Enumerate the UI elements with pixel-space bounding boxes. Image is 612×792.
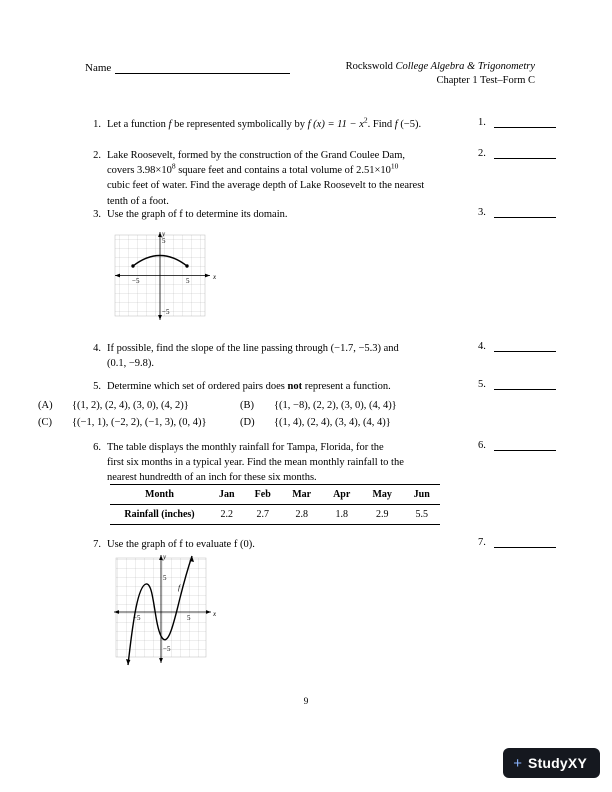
answer-blank-1[interactable] xyxy=(478,117,556,128)
choice-c-key[interactable]: (C) xyxy=(38,417,52,428)
answer-6-rule[interactable] xyxy=(494,440,556,451)
p5-post: represent a function. xyxy=(302,381,391,392)
p1-seg0: Let a function xyxy=(107,119,169,130)
studyxy-badge[interactable] xyxy=(503,748,600,778)
p1-var-f: f xyxy=(168,119,172,130)
problem-3-number: 3. xyxy=(93,209,101,220)
book-title-line xyxy=(346,60,535,74)
svg-text:5: 5 xyxy=(186,277,190,285)
badge-label: StudyXY xyxy=(528,755,587,771)
choice-d-key[interactable]: (D) xyxy=(240,417,255,428)
problem-5-choices xyxy=(22,400,462,434)
p2-exp2: 10 xyxy=(390,161,399,171)
problem-1-number: 1. xyxy=(93,119,101,130)
table-header-row xyxy=(110,485,440,505)
answer-blank-5[interactable] xyxy=(478,379,556,390)
answer-2-rule[interactable] xyxy=(494,148,556,159)
p5-not: not xyxy=(287,381,303,392)
page-number: 9 xyxy=(303,697,309,707)
answer-3-rule[interactable] xyxy=(494,207,556,218)
rainfall-table xyxy=(110,484,440,525)
p1-seg5: . Find xyxy=(367,119,395,130)
answer-1-label: 1. xyxy=(478,117,486,128)
p1-seg7: (−5). xyxy=(397,119,422,130)
chapter-test-line: Chapter 1 Test–Form C xyxy=(436,75,535,87)
p6-line2: first six months in a typical year. Find the mean monthly rainfall to the xyxy=(107,457,404,469)
choice-b-key[interactable]: (B) xyxy=(240,400,254,411)
answer-blank-6[interactable] xyxy=(478,440,556,451)
answer-blank-4[interactable] xyxy=(478,341,556,352)
table-col-month: Month xyxy=(110,485,209,505)
table-row-label: Rainfall (inches) xyxy=(110,505,209,525)
svg-text:y: y xyxy=(163,553,167,561)
table-col-jan: Jan xyxy=(209,485,244,505)
rainfall-mar: 2.8 xyxy=(281,505,323,525)
p1-formula: f (x) = 11 − x xyxy=(307,119,364,130)
choice-a-key[interactable]: (A) xyxy=(38,400,53,411)
rainfall-may: 2.9 xyxy=(361,505,404,525)
choice-a-value[interactable]: {(1, 2), (2, 4), (3, 0), (4, 2)} xyxy=(72,400,189,411)
problem-6-number: 6. xyxy=(93,442,101,453)
choice-b-value[interactable]: {(1, −8), (2, 2), (3, 0), (4, 4)} xyxy=(274,400,397,411)
problem-5-text xyxy=(107,379,457,394)
problem-4-number: 4. xyxy=(93,343,101,354)
table-row xyxy=(110,505,440,525)
p2-line3: cubic feet of water. Find the average depth of Lake Roosevelt to the nearest xyxy=(107,180,425,192)
p6-line3: nearest hundredth of an inch for these six months. xyxy=(107,472,317,484)
p2-exp1: 8 xyxy=(171,161,176,171)
p2-line2c: square feet and contains a total volume of xyxy=(175,165,357,177)
p1-seg2: be represented symbolically by xyxy=(171,119,308,130)
book-title: College Algebra & Trigonometry xyxy=(395,61,535,72)
svg-text:5: 5 xyxy=(162,237,166,245)
problem-7-text: Use the graph of f to evaluate f (0). xyxy=(107,539,255,550)
p2-value2: 2.51×10 xyxy=(356,165,391,177)
name-field-label xyxy=(85,62,290,74)
problem-7-number: 7. xyxy=(93,539,101,550)
p2-value1: 3.98×10 xyxy=(137,165,172,177)
answer-blank-2[interactable] xyxy=(478,148,556,159)
problem-2-number: 2. xyxy=(93,150,101,161)
choice-row-cd xyxy=(22,417,462,434)
plus-icon: + xyxy=(513,754,523,772)
problem-4-text xyxy=(107,341,457,371)
answer-blank-7[interactable] xyxy=(478,537,556,548)
p1-exponent: 2 xyxy=(363,115,368,125)
answer-6-label: 6. xyxy=(478,440,486,451)
choice-c-value[interactable]: {(−1, 1), (−2, 2), (−1, 3), (0, 4)} xyxy=(72,417,207,428)
answer-3-label: 3. xyxy=(478,207,486,218)
svg-text:−5: −5 xyxy=(132,277,140,285)
svg-text:5: 5 xyxy=(163,574,167,582)
problem-3-text: Use the graph of f to determine its domain. xyxy=(107,209,288,220)
p1-var-f2: f xyxy=(394,119,398,130)
p6-line1: The table displays the monthly rainfall for Tampa, Florida, for the xyxy=(107,442,384,453)
svg-text:y: y xyxy=(162,230,166,238)
svg-text:5: 5 xyxy=(187,614,191,622)
rainfall-jun: 5.5 xyxy=(403,505,440,525)
rainfall-apr: 1.8 xyxy=(322,505,361,525)
table-col-jun: Jun xyxy=(403,485,440,505)
p5-pre: Determine which set of ordered pairs does xyxy=(107,381,288,392)
answer-2-label: 2. xyxy=(478,148,486,159)
answer-1-rule[interactable] xyxy=(494,117,556,128)
p4-line2: (0.1, −9.8). xyxy=(107,358,155,370)
name-write-in-rule[interactable] xyxy=(115,62,290,74)
answer-7-rule[interactable] xyxy=(494,537,556,548)
graph-problem-3 xyxy=(110,230,220,322)
svg-text:−5: −5 xyxy=(162,308,170,316)
answer-4-rule[interactable] xyxy=(494,341,556,352)
choice-row-ab xyxy=(22,400,462,417)
p4-line1: If possible, find the slope of the line passing through (−1.7, −5.3) and xyxy=(107,343,399,354)
table-col-mar: Mar xyxy=(281,485,323,505)
svg-text:x: x xyxy=(213,610,217,618)
choice-d-value[interactable]: {(1, 4), (2, 4), (3, 4), (4, 4)} xyxy=(274,417,391,428)
answer-7-label: 7. xyxy=(478,537,486,548)
problem-2-text xyxy=(107,148,452,209)
svg-text:−5: −5 xyxy=(163,645,171,653)
svg-text:−5: −5 xyxy=(133,614,141,622)
book-reference xyxy=(346,60,535,88)
answer-5-rule[interactable] xyxy=(494,379,556,390)
table-col-feb: Feb xyxy=(244,485,280,505)
answer-blank-3[interactable] xyxy=(478,207,556,218)
table-col-may: May xyxy=(361,485,404,505)
answer-5-label: 5. xyxy=(478,379,486,390)
name-label: Name xyxy=(85,62,112,74)
rainfall-jan: 2.2 xyxy=(209,505,244,525)
svg-text:f: f xyxy=(178,583,181,592)
problem-5-number: 5. xyxy=(93,381,101,392)
rainfall-feb: 2.7 xyxy=(244,505,280,525)
p2-line2a: covers xyxy=(107,165,138,177)
problem-1-text xyxy=(107,117,437,132)
book-author: Rockswold xyxy=(345,61,396,72)
graph-problem-7 xyxy=(108,550,223,670)
answer-4-label: 4. xyxy=(478,341,486,352)
problem-6-text xyxy=(107,440,457,486)
table-col-apr: Apr xyxy=(322,485,361,505)
p2-line4: tenth of a foot. xyxy=(107,195,169,207)
svg-text:x: x xyxy=(213,273,217,281)
p2-line1: Lake Roosevelt, formed by the construction of the Grand Coulee Dam, xyxy=(107,150,405,161)
